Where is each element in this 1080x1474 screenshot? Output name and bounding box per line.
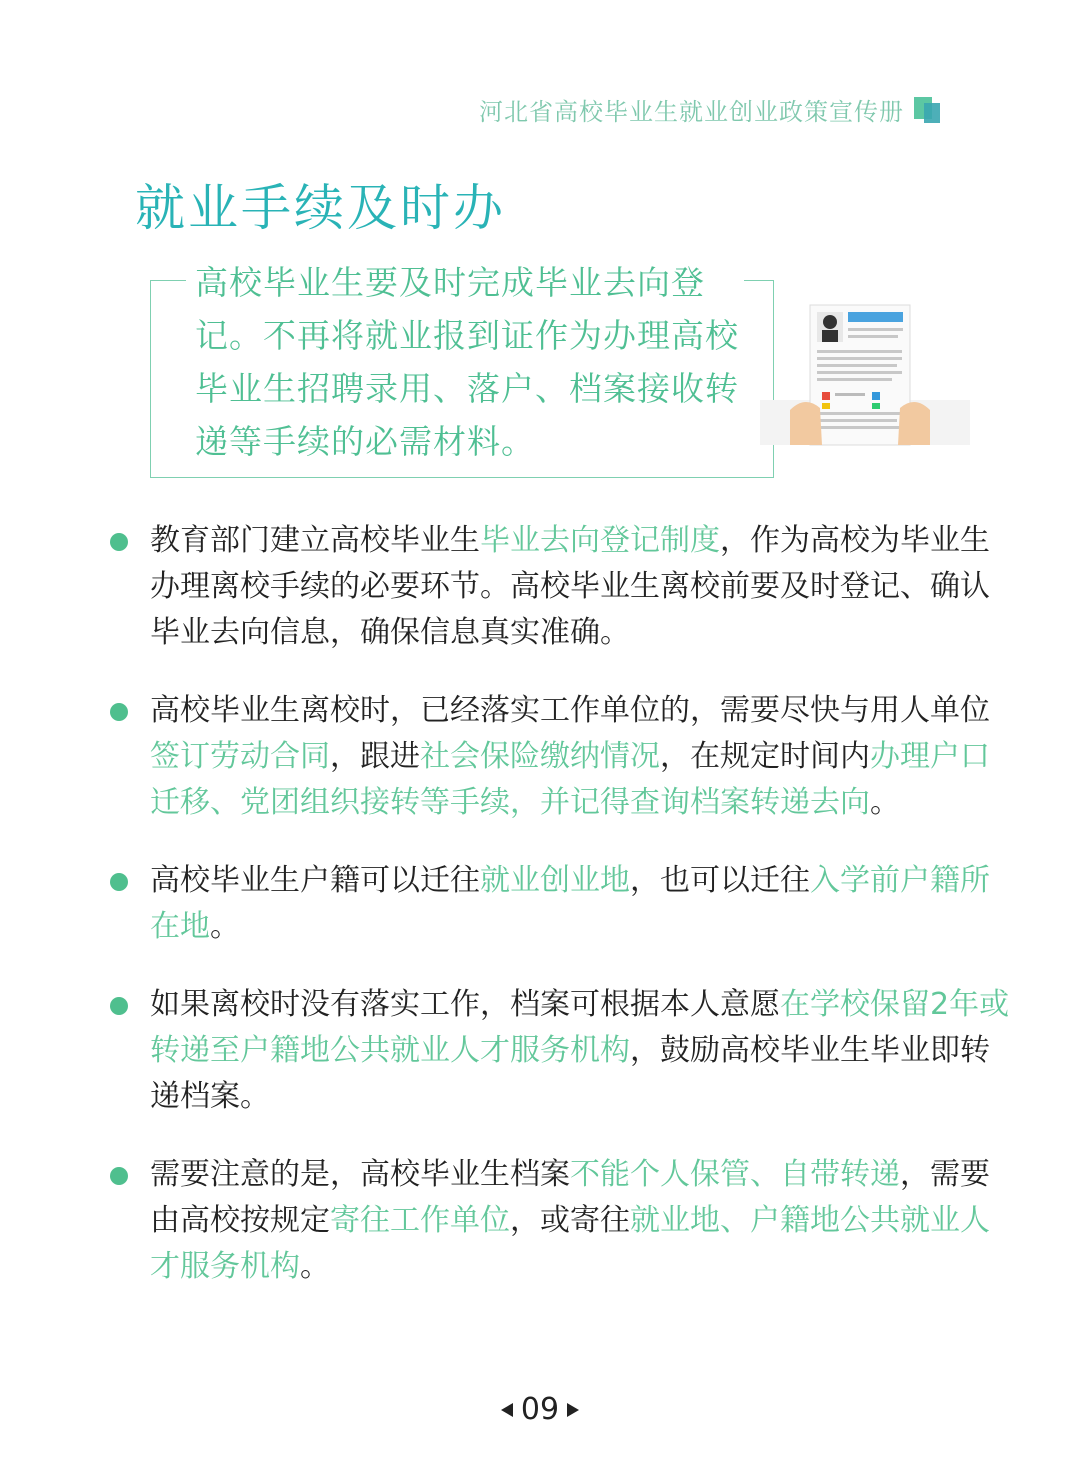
highlight-text: 毕业去向登记制度	[480, 523, 720, 558]
body-text: ，鼓励高校毕业生毕业即转递档案。	[150, 1033, 990, 1114]
body-text: ，需要由高校按规定	[150, 1157, 990, 1238]
body-text: 。	[210, 909, 240, 944]
page-title: 就业手续及时办	[135, 179, 506, 237]
highlight-text: 寄往工作单位	[330, 1203, 510, 1238]
body-text: ，作为高校为毕业生办理离校手续的必要环节。高校毕业生离校前要及时登记、确认毕业去向信息，确保信息真实准确。	[150, 523, 990, 650]
page-right-arrow-icon	[567, 1403, 579, 1417]
highlight-text: 签订劳动合同	[150, 739, 330, 774]
summary-text: 高校毕业生要及时完成毕业去向登记。不再将就业报到证作为办理高校毕业生招聘录用、落户、档案接收转递等手续的必需材料。	[195, 263, 739, 461]
highlight-text: 就业地、户籍地公共就业人才服务机构	[150, 1203, 990, 1284]
bullet-dot-icon	[110, 1167, 128, 1185]
bullet-list	[110, 518, 1010, 1322]
highlight-text: 社会保险缴纳情况	[420, 739, 660, 774]
header-title: 河北省高校毕业生就业创业政策宣传册	[479, 98, 904, 126]
body-text: 如果离校时没有落实工作，档案可根据本人意愿	[150, 987, 780, 1022]
running-header	[479, 92, 940, 127]
bullet-dot-icon	[110, 997, 128, 1015]
bullet-item	[110, 688, 1010, 826]
body-text: 。	[300, 1249, 330, 1284]
body-text: 高校毕业生户籍可以迁往	[150, 863, 480, 898]
highlight-text: 入学前户籍所在地	[150, 863, 990, 944]
bullet-item	[110, 858, 1010, 950]
body-text: ，也可以迁往	[630, 863, 810, 898]
resume-illustration	[760, 300, 970, 460]
bullet-dot-icon	[110, 703, 128, 721]
body-text: 高校毕业生离校时，已经落实工作单位的，需要尽快与用人单位	[150, 693, 990, 728]
highlight-text: 在学校保留2年或转递至户籍地公共就业人才服务机构	[150, 987, 1010, 1068]
highlight-text: 办理户口迁移、党团组织接转等手续，并记得查询档案转递去向	[150, 739, 990, 820]
header-square-icon	[914, 97, 940, 123]
bullet-dot-icon	[110, 873, 128, 891]
highlight-text: 不能个人保管、自带转递	[570, 1157, 900, 1192]
bullet-item	[110, 982, 1010, 1120]
bullet-item	[110, 518, 1010, 656]
body-text: ，在规定时间内	[660, 739, 870, 774]
body-text: ，跟进	[330, 739, 420, 774]
page-left-arrow-icon	[501, 1403, 513, 1417]
page-number: 09	[520, 1392, 560, 1427]
body-text: 。	[870, 785, 900, 820]
bullet-item	[110, 1152, 1010, 1290]
body-text: 教育部门建立高校毕业生	[150, 523, 480, 558]
body-text: ，或寄往	[510, 1203, 630, 1238]
page-indicator	[0, 1392, 1080, 1427]
highlight-text: 就业创业地	[480, 863, 630, 898]
body-text: 需要注意的是，高校毕业生档案	[150, 1157, 570, 1192]
bullet-dot-icon	[110, 533, 128, 551]
